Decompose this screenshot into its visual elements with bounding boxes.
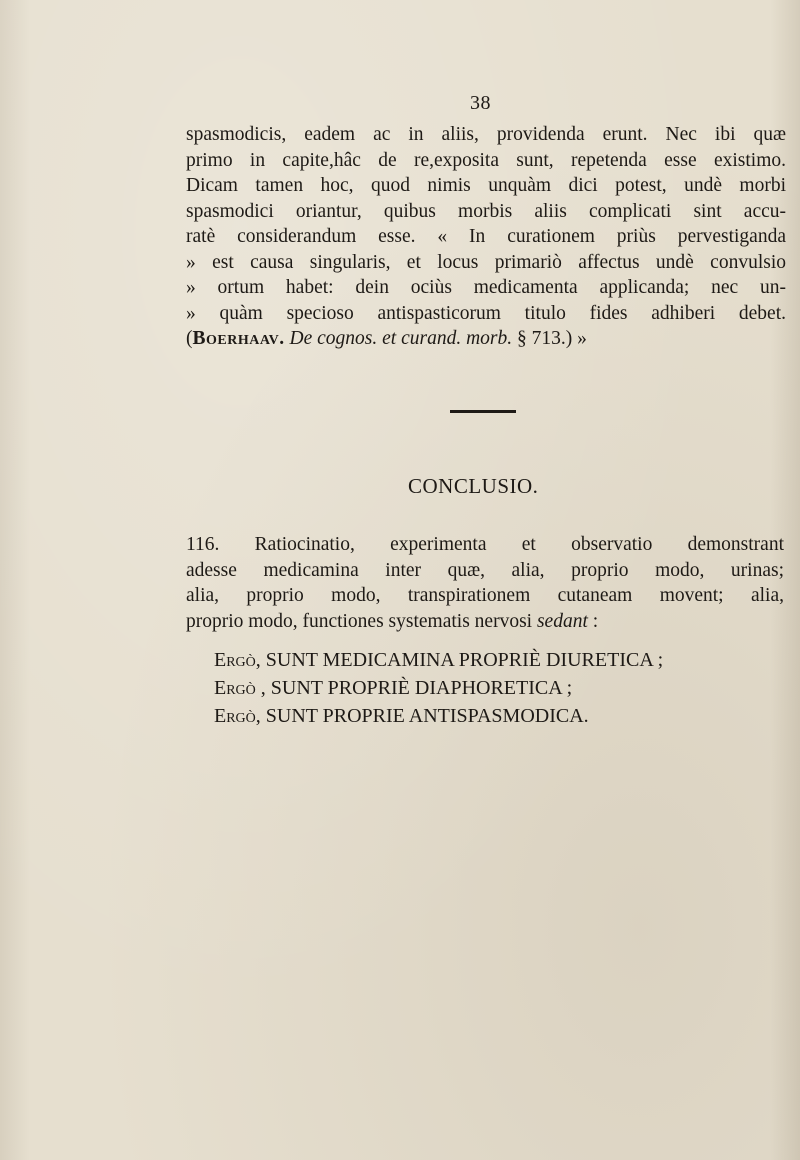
ergo-word: Ergò, [214,705,261,727]
section-heading: CONCLUSIO. [408,474,539,498]
text-line: spasmodicis, eadem ac in aliis, providenda erunt. Nec ibi quæ [186,124,786,145]
paragraph-2 [186,532,784,634]
text-line: spasmodici oriantur, quibus morbis aliis complicati sint accu- [186,200,786,222]
last-line-end: : [592,610,599,632]
conclusion-text: SUNT PROPRIÈ DIAPHORETICA ; [270,677,573,699]
citation-ref: § 713.) » [516,328,587,349]
text-line: primo in capite,hâc de re,exposita sunt, repetenda esse existimo. [186,149,786,171]
text-line: 116. Ratiocinatio, experimenta et observatio demonstrant [186,534,784,555]
text-line: » ortum habet: dein ociùs medicamenta applicanda; nec un- [186,277,786,298]
section-divider [450,410,516,413]
conclusion-line [214,702,754,730]
text-line: Dicam tamen hoc, quod nimis unquàm dici potest, undè morbi [186,175,786,196]
text-line: » est causa singularis, et locus primariò affectus undè convulsio [186,251,786,273]
text-line: adesse medicamina inter quæ, alia, proprio modo, urinas; [186,559,784,581]
citation-open: ( [186,328,193,349]
last-line-text: proprio modo, functiones systematis nervosi [186,610,533,632]
conclusion-line [214,674,754,702]
conclusion-text: SUNT MEDICAMINA PROPRIÈ DIURETICA ; [265,649,664,671]
text-line: alia, proprio modo, transpirationem cutaneam movent; alia, [186,585,784,606]
text-line [186,609,784,635]
conclusion-line [214,646,754,674]
ergo-word: Ergò, [214,649,261,671]
text-line: » quàm specioso antispasticorum titulo fides adhiberi debet. [186,302,786,324]
text-line: ratè considerandum esse. « In curationem priùs pervestiganda [186,226,786,247]
last-line-italic: sedant [536,610,588,632]
ergo-word: Ergò , [214,677,266,699]
citation-author: Boerhaav. [192,328,285,349]
citation-title: De cognos. et curand. morb. [289,328,513,349]
page-number: 38 [470,92,491,114]
paragraph-1 [186,122,786,352]
conclusions-list [214,646,754,730]
citation-line [186,326,786,352]
conclusion-text: SUNT PROPRIE ANTISPASMODICA. [265,705,589,727]
